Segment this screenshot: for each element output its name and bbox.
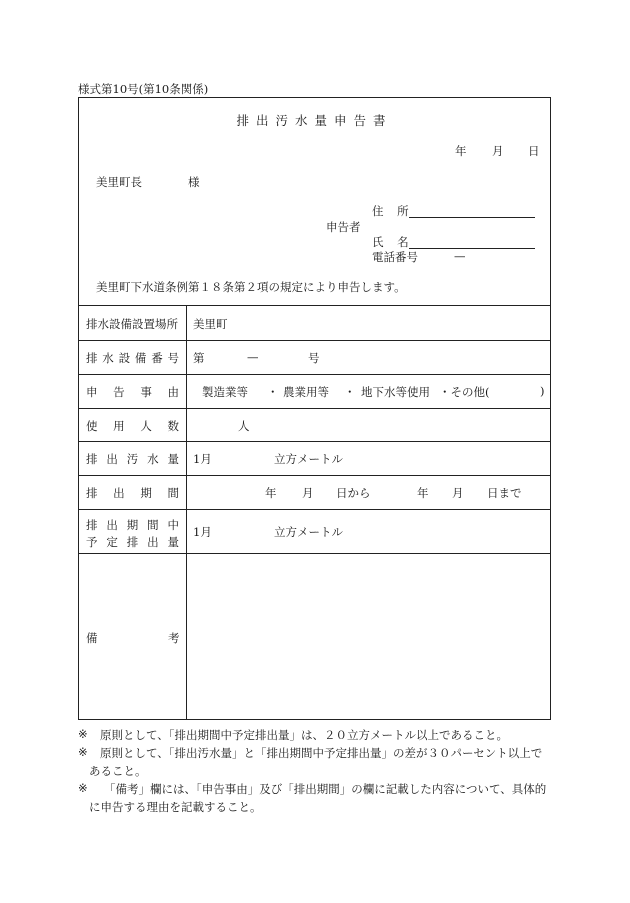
form-number: 様式第10号(第10条関係)	[78, 82, 209, 96]
remarks-field[interactable]	[187, 554, 550, 719]
row-number-suffix: 号	[308, 351, 320, 365]
address-label: 住 所	[372, 204, 409, 218]
phone-label: 電話番号	[372, 250, 418, 264]
row-reason-label: 申 告 事 由	[86, 385, 179, 399]
duration-start-day: 日から	[336, 486, 371, 500]
row-volume-label: 排 出 汚 水 量	[86, 452, 179, 466]
note-2-text: 原則として、「排出汚水量」と「排出期間中予定排出量」の差が３０パーセント以上で	[100, 746, 543, 760]
row-number-prefix: 第	[193, 351, 205, 365]
reason-option-agriculture[interactable]: 農業用等	[283, 385, 329, 399]
row-location-label: 排水設備設置場所	[86, 317, 178, 331]
addressee-name: 美里町長	[96, 175, 142, 189]
date-day: 日	[528, 144, 540, 158]
declarant-label: 申告者	[326, 220, 361, 234]
row-duration-label: 排 出 期 間	[86, 486, 179, 500]
duration-end-year: 年	[417, 486, 429, 500]
duration-start-month: 月	[302, 486, 314, 500]
row-planned-period: 1月	[193, 525, 212, 539]
reason-option-other[interactable]: ・その他(	[439, 385, 490, 399]
reason-option-manufacturing[interactable]: 製造業等	[202, 385, 248, 399]
row-remarks-label-left: 備	[86, 631, 98, 645]
statement-text: 美里町下水道条例第１８条第２項の規定により申告します。	[96, 280, 406, 294]
duration-end-month: 月	[452, 486, 464, 500]
reason-dot-2: ・	[344, 385, 356, 399]
note-1-mark: ※	[78, 727, 88, 741]
reason-option-other-close: )	[540, 384, 545, 398]
form-title: 排出汚水量申告書	[236, 113, 393, 128]
date-year: 年	[455, 144, 467, 158]
note-1-text: 原則として、「排出期間中予定排出量」は、２０立方メートル以上であること。	[100, 728, 509, 742]
row-volume-period: 1月	[193, 452, 212, 466]
note-3-cont: に申告する理由を記載すること。	[89, 800, 262, 814]
row-planned-unit: 立方メートル	[274, 525, 343, 539]
phone-separator: —	[454, 249, 466, 263]
row-volume-unit: 立方メートル	[274, 452, 343, 466]
name-label: 氏 名	[372, 235, 409, 249]
row-planned-label: 排 出 期 間 中 予 定 排 出 量	[86, 518, 179, 549]
row-location-value: 美里町	[193, 317, 228, 331]
row-remarks-label-right: 考	[168, 631, 180, 645]
note-3-mark: ※	[78, 781, 88, 795]
row-users-unit: 人	[238, 419, 250, 433]
reason-dot-1: ・	[267, 385, 279, 399]
duration-end-day: 日まで	[487, 486, 522, 500]
addressee-honorific: 様	[188, 175, 200, 189]
note-2-cont: あること。	[89, 764, 147, 778]
row-number-sep: —	[247, 350, 259, 364]
date-month: 月	[492, 144, 504, 158]
note-2-mark: ※	[78, 745, 88, 759]
address-field[interactable]	[409, 217, 535, 218]
duration-start-year: 年	[265, 486, 277, 500]
row-users-label: 使 用 人 数	[86, 419, 179, 433]
note-3-text: 「備考」欄には、「申告事由」及び「排出期間」の欄に記載した内容について、具体的	[104, 782, 547, 796]
reason-option-groundwater[interactable]: 地下水等使用	[361, 385, 430, 399]
row-number-label: 排 水 設 備 番 号	[86, 351, 179, 365]
name-field[interactable]	[409, 248, 535, 249]
declaration-form	[78, 97, 551, 720]
